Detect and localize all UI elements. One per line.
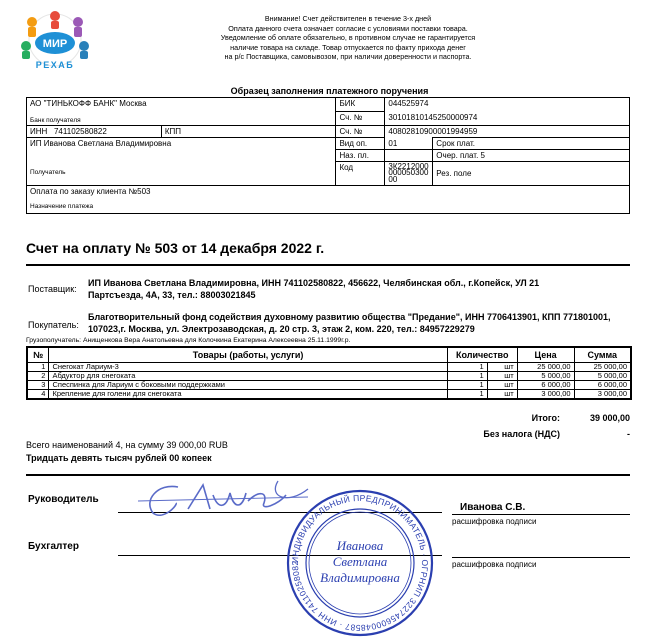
director-name: Иванова С.В.: [460, 502, 526, 513]
payment-purpose: Оплата по заказу клиента №503: [30, 187, 151, 196]
order-label: Очер. плат.: [436, 151, 479, 160]
col-header-goods: Товары (работы, услуги): [49, 347, 447, 363]
invoice-title: Счет на оплату № 503 от 14 декабря 2022 г.: [26, 240, 325, 256]
title-divider: [26, 264, 630, 266]
accountant-name-line: [452, 557, 630, 558]
order-value: 5: [480, 151, 485, 160]
table-row: 1 Снегокат Лариум-3 1 шт 25 000,00 25 000,00: [27, 363, 631, 372]
logo-text-bottom: РЕХАБ: [35, 60, 75, 70]
bank-details-table: [26, 97, 630, 214]
op-type-label: Вид оп.: [336, 138, 385, 150]
table-row: 4 Крепление для голени для снегоката 1 шт 3 000,00 3 000,00: [27, 390, 631, 400]
notice-line: наличие товара на складе. Товар отпускается по факту прихода денег: [230, 42, 466, 52]
buyer-details: Благотворительный фонд содействия духовному развитию общества "Предание", ИНН 7706413901, КПП 771801001, 107023,г. Москва, ул. Электрозаводская, д. 20 стр. 3, этаж 2, ком. 220, тел.: 84957229279: [88, 312, 611, 334]
notice-line: Оплата данного счета означает согласие с условиями поставки товара.: [228, 23, 468, 33]
col-header-number: №: [27, 347, 49, 363]
recipient-bank-label: Банк получателя: [30, 117, 81, 124]
director-label: Руководитель: [28, 494, 99, 505]
vat-label: Без налога (НДС): [483, 429, 560, 439]
bik-value: 044525974: [385, 98, 630, 112]
invoice-notice: [108, 14, 588, 62]
accountant-label: Бухгалтер: [28, 541, 79, 552]
total-label: Итого:: [531, 413, 560, 423]
op-type-value: 01: [385, 138, 433, 150]
stamp-line-3: Владимировна: [320, 570, 400, 585]
col-header-quantity: Количество: [447, 347, 517, 363]
goods-table: [26, 346, 632, 400]
inn-value: 741102580822: [53, 127, 107, 136]
director-decode-caption: расшифровка подписи: [452, 517, 537, 526]
amount-in-words: Тридцать девять тысяч рублей 00 копеек: [26, 453, 212, 463]
account-label: Сч. №: [336, 126, 385, 138]
vat-value: -: [627, 429, 630, 439]
stamp-ring-text: ИНДИВИДУАЛЬНЫЙ ПРЕДПРИНИМАТЕЛЬ · ОГРНИП 322745600048587 · ИНН 74110258082: [289, 492, 431, 634]
supplier-label: Поставщик:: [28, 284, 77, 294]
notice-line: на р/с Поставщика, самовывозом, при наличии доверенности и паспорта.: [224, 52, 472, 62]
recipient-label: Получатель: [30, 169, 66, 176]
corr-account-value: 30101810145250000974: [385, 112, 630, 126]
total-value: 39 000,00: [589, 413, 630, 423]
payment-sample-title: Образец заполнения платежного поручения: [230, 86, 429, 96]
payment-purpose-label: Назначение платежа: [30, 203, 94, 210]
accountant-decode-caption: расшифровка подписи: [452, 560, 537, 569]
inn-label: ИНН: [30, 127, 48, 136]
table-row: 2 Абдуктор для снегоката 1 шт 5 000,00 5 000,00: [27, 372, 631, 381]
col-header-sum: Сумма: [574, 347, 631, 363]
purpose-code-label: Наз. пл.: [336, 150, 385, 162]
company-stamp: [285, 488, 435, 638]
stamp-line-1: Иванова: [336, 538, 384, 553]
reserve-field-label: Рез. поле: [433, 162, 630, 186]
bik-label: БИК: [336, 98, 385, 112]
summary-divider: [26, 474, 630, 476]
supplier-details: ИП Иванова Светлана Владимировна, ИНН 741102580822, 456622, Челябинская обл., г.Копейск, УЛ 21 Партсъезда, 4А, 33, тел.: 88003021845: [88, 278, 540, 300]
company-logo: [14, 10, 96, 74]
code-value: 3К221200000005030000: [385, 162, 433, 186]
term-label: Срок плат.: [433, 138, 630, 150]
recipient-name: ИП Иванова Светлана Владимировна: [30, 139, 172, 148]
consignee: Грузополучатель: Анищенкова Вера Анатольевна для Колочкина Екатерина Алексеевна 25.11.1999г.р.: [26, 337, 351, 344]
notice-line: Уведомление об оплате обязательно, в противном случае не гарантируется: [220, 33, 476, 43]
items-summary: Всего наименований 4, на сумму 39 000,00 RUB: [26, 440, 228, 450]
corr-account-label: Сч. №: [336, 112, 385, 126]
account-value: 40802810900001994959: [385, 126, 630, 138]
bank-name: АО "ТИНЬКОФФ БАНК" Москва: [30, 99, 147, 108]
code-label: Код: [336, 162, 385, 186]
director-name-line: [452, 514, 630, 515]
logo-text-top: МИР: [42, 38, 68, 50]
table-row: 3 Спеспинка для Лариум с боковыми поддержками 1 шт 6 000,00 6 000,00: [27, 381, 631, 390]
buyer-label: Покупатель:: [28, 320, 79, 330]
col-header-price: Цена: [517, 347, 574, 363]
kpp-label: КПП: [161, 126, 336, 138]
notice-line: Внимание! Счет действителен в течение 3-х дней: [264, 14, 432, 23]
stamp-line-2: Светлана: [332, 554, 388, 569]
